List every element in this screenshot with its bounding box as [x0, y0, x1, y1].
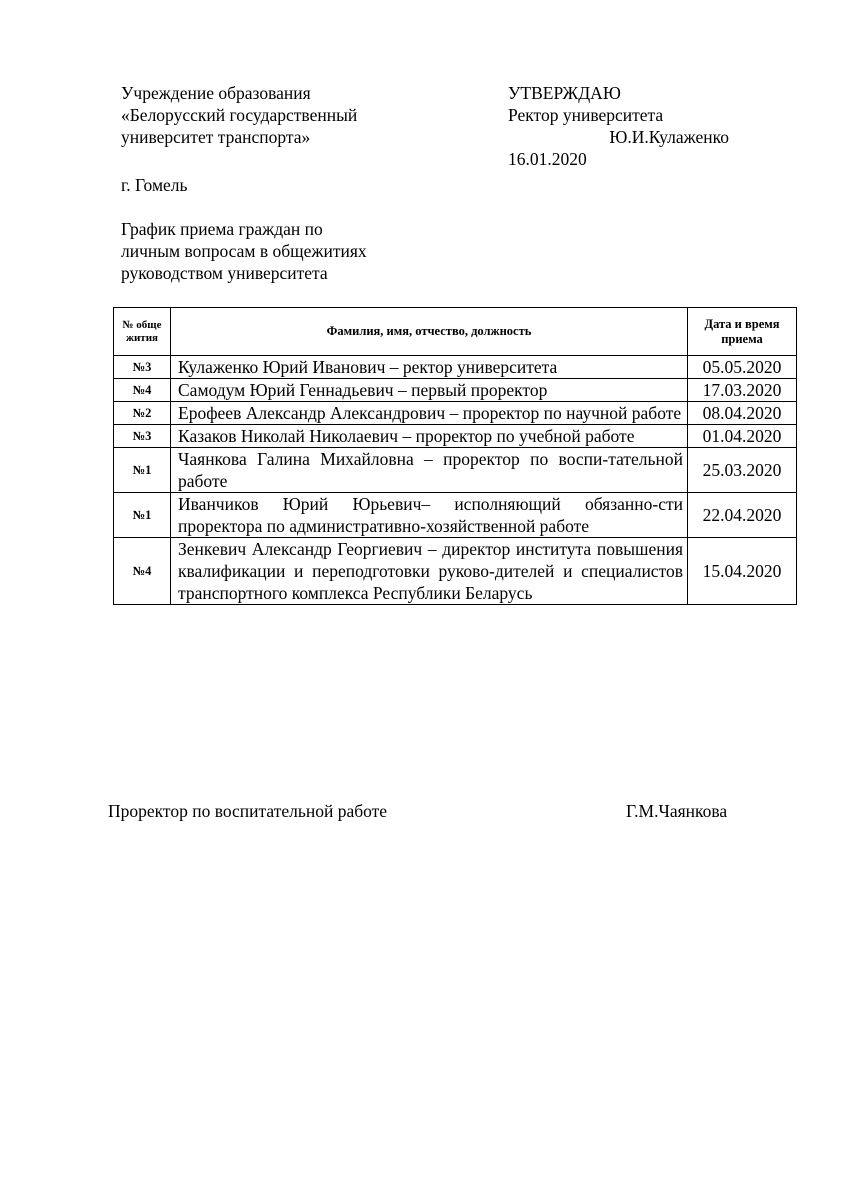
footer-signer: Г.М.Чаянкова: [626, 801, 728, 821]
table-row: [114, 538, 797, 605]
table-row: [114, 448, 797, 493]
dormitory-number: №4: [114, 379, 171, 402]
approve-position: Ректор университета: [508, 105, 664, 125]
table-row: [114, 493, 797, 538]
reception-date: 15.04.2020: [688, 538, 797, 605]
document-title: [121, 218, 367, 284]
dormitory-number: №2: [114, 402, 171, 425]
full-name-position: Казаков Николай Николаевич – проректор по учебной работе: [171, 425, 688, 448]
dormitory-number: №4: [114, 538, 171, 605]
org-line: «Белорусский государственный: [121, 105, 358, 125]
dormitory-number: №1: [114, 493, 171, 538]
approve-signer: Ю.И.Кулаженко: [609, 127, 729, 147]
full-name-position: Ерофеев Александр Александрович – проректор по научной работе: [171, 402, 688, 425]
table-row: [114, 402, 797, 425]
org-line: университет транспорта»: [121, 127, 311, 147]
header-full-name-position: Фамилия, имя, отчество, должность: [171, 308, 688, 356]
header-dormitory-number: № обще жития: [114, 308, 171, 356]
reception-date: 25.03.2020: [688, 448, 797, 493]
full-name-position: Зенкевич Александр Георгиевич – директор института повышения квалификации и переподготовки руково-дителей и специалистов транспортного комплекса Республики Беларусь: [171, 538, 688, 605]
reception-date: 08.04.2020: [688, 402, 797, 425]
dormitory-number: №3: [114, 425, 171, 448]
dormitory-number: №3: [114, 356, 171, 379]
reception-date: 05.05.2020: [688, 356, 797, 379]
dormitory-number: №1: [114, 448, 171, 493]
approve-date: 16.01.2020: [508, 149, 587, 169]
reception-date: 22.04.2020: [688, 493, 797, 538]
title-line: График приема граждан по: [121, 219, 323, 239]
reception-date: 17.03.2020: [688, 379, 797, 402]
header-date-time: Дата и время приема: [688, 308, 797, 356]
table-row: [114, 356, 797, 379]
title-line: руководством университета: [121, 263, 328, 283]
table-row: [114, 379, 797, 402]
city-label: г. Гомель: [121, 175, 188, 195]
reception-date: 01.04.2020: [688, 425, 797, 448]
footer-position: Проректор по воспитательной работе: [108, 801, 388, 821]
schedule-table: [113, 307, 797, 605]
org-line: Учреждение образования: [121, 83, 311, 103]
title-line: личным вопросам в общежитиях: [121, 241, 367, 261]
approval-block: [508, 82, 748, 170]
full-name-position: Чаянкова Галина Михайловна – проректор по воспи-тательной работе: [171, 448, 688, 493]
approve-word: УТВЕРЖДАЮ: [508, 83, 621, 103]
full-name-position: Иванчиков Юрий Юрьевич– исполняющий обязанно-сти проректора по административно-хозяйственной работе: [171, 493, 688, 538]
table-row: [114, 425, 797, 448]
organization-block: [121, 82, 357, 148]
full-name-position: Кулаженко Юрий Иванович – ректор университета: [171, 356, 688, 379]
full-name-position: Самодум Юрий Геннадьевич – первый проректор: [171, 379, 688, 402]
table-header-row: [114, 308, 797, 356]
